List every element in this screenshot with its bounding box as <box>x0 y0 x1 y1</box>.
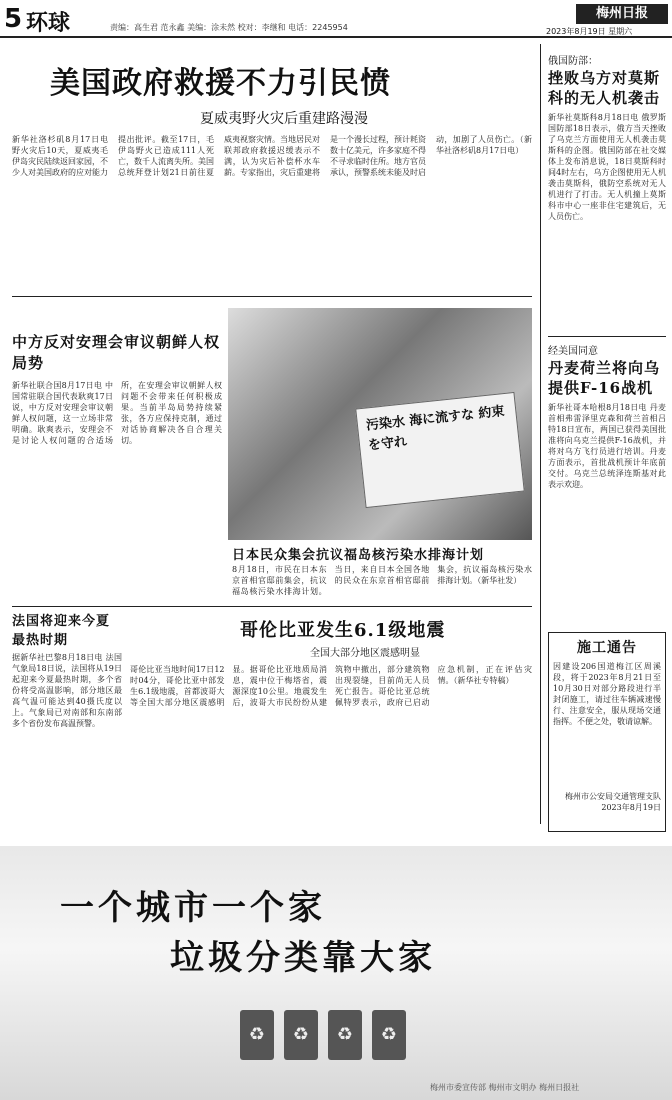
recycle-bin-icon: ♻ <box>328 1010 362 1060</box>
f16-headline: 丹麦荷兰将向乌提供F-16战机 <box>548 359 661 397</box>
banner-credit: 梅州市委宣传部 梅州市文明办 梅州日报社 <box>430 1083 580 1092</box>
ukraine-body: 新华社莫斯科8月18日电 俄罗斯国防部18日表示，俄方当天挫败了乌克兰方面使用无人机袭击莫斯科的企图。俄国防部在社交媒体上发布消息说，18日莫斯科时间4时左右，乌方企图使用无人机袭击莫斯科，俄防空系统对无人机进行了打击。无人机撞上莫斯科市中心一座非住宅建筑后，无人员伤亡。 <box>548 113 666 221</box>
masthead-logo: 梅州日报 <box>576 4 668 24</box>
staff-line: 责编：高生君 范永鑫 美编：涂未然 校对：李继和 电话：2245954 <box>110 23 348 32</box>
quake-body: 哥伦比亚当地时间17日12时04分，哥伦比亚中部发生6.1级地震，首都波哥大等全国大部分地区震感明显。据哥伦比亚地质局消息，震中位于梅塔省，震源深度10公里。地震发生后，波哥大市民纷纷从建筑物中撤出，部分建筑物出现裂缝，目前尚无人员死亡报告。哥伦比亚总统佩特罗表示，政府已启动应急机制，正在评估灾情。（新华社专特稿） <box>130 665 532 707</box>
recycle-bins <box>240 1010 416 1060</box>
section-title: 环球 <box>26 11 71 36</box>
un-body: 新华社联合国8月17日电 中国常驻联合国代表耿爽17日说，中方反对安理会审议朝鲜人权问题，这一立场非常明确。耿爽表示，安理会不是讨论人权问题的合适场所，在安理会审议朝鲜人权问题不会带来任何积极成果。当前半岛局势持续紧张，各方应保持克制，通过对话协商解决各自合理关切。 <box>12 381 222 445</box>
f16-kicker: 经美国同意 <box>548 346 598 357</box>
recycle-bin-icon: ♻ <box>284 1010 318 1060</box>
notice-body: 因建设206国道梅江区周溪段，将于2023年8月21日至10月30日对部分路段进行半封闭施工，请过往车辆减速慢行、注意安全，服从现场交通指挥。不便之处，敬请谅解。 <box>553 662 661 726</box>
sign-text: 污染水 海に流すな 約束を守れ <box>365 404 506 454</box>
column-divider <box>540 44 541 824</box>
quake-headline: 哥伦比亚发生6.1级地震 <box>240 620 446 641</box>
page-header <box>0 0 672 38</box>
main-story-body: 新华社洛杉矶8月17日电 野火灾后10天，夏威夷毛伊岛灾民陆续返回家园，不少人对美国政府的应对能力提出批评。截至17日，毛伊岛野火已造成111人死亡，数千人流离失所。美国总统拜登计划21日前往夏威夷视察灾情。当地居民对联邦政府救援迟缓表示不满，认为灾后补偿杯水车薪。专家指出，灾后重建将是一个漫长过程，预计耗资数十亿美元，许多家庭不得不寻求临时住所。地方官员承认，预警系统未能及时启动，加剧了人员伤亡。（新华社洛杉矶8月17日电） <box>12 135 532 177</box>
ukraine-kicker: 俄国防部： <box>548 56 598 67</box>
notice-title: 施工通告 <box>577 640 637 656</box>
heat-body: 据新华社巴黎8月18日电 法国气象局18日说，法国将从19日起迎来今夏最热时期，多个省份将受高温影响，部分地区最高气温可能达到40摄氏度以上。气象局已对南部和东南部多个省份发布高温预警。 <box>12 653 122 728</box>
quake-subheadline: 全国大部分地区震感明显 <box>310 648 420 659</box>
ukraine-headline: 挫败乌方对莫斯科的无人机袭击 <box>548 69 661 107</box>
section-rule <box>12 296 532 297</box>
page-number: 5 <box>4 4 23 34</box>
main-subheadline: 夏威夷野火灾后重建路漫漫 <box>200 111 368 127</box>
photo-caption: 8月18日，市民在日本东京首相官邸前集会，抗议福岛核污染水排海计划。当日，来自日本全国各地的民众在东京首相官邸前集会，抗议福岛核污染水排海计划。（新华社发） <box>232 565 532 596</box>
banner-line-1: 一个城市一个家 <box>60 888 326 928</box>
issue-date: 2023年8月19日 星期六 <box>546 27 633 36</box>
recycle-bin-icon: ♻ <box>372 1010 406 1060</box>
main-headline: 美国政府救援不力引民愤 <box>50 66 391 101</box>
banner-line-2: 垃圾分类靠大家 <box>170 938 436 978</box>
f16-body: 新华社哥本哈根8月18日电 丹麦首相弗雷泽里克森和荷兰首相吕特18日宣布，两国已获得美国批准将向乌克兰提供F-16战机，并将对乌方飞行员进行培训。丹麦方面表示，首批战机预计年底前交付。乌克兰总统泽连斯基对此表示欢迎。 <box>548 403 666 489</box>
un-headline: 中方反对安理会审议朝鲜人权局势 <box>12 333 221 372</box>
construction-notice <box>548 632 666 832</box>
section-rule <box>548 336 666 337</box>
photo-caption-title: 日本民众集会抗议福岛核污染水排海计划 <box>232 548 485 563</box>
section-rule <box>12 606 532 607</box>
notice-footer: 梅州市公安局交通管理支队 2023年8月19日 <box>565 792 661 812</box>
heat-headline: 法国将迎来今夏最热时期 <box>12 614 111 648</box>
protest-sign <box>355 392 525 508</box>
recycle-bin-icon: ♻ <box>240 1010 274 1060</box>
